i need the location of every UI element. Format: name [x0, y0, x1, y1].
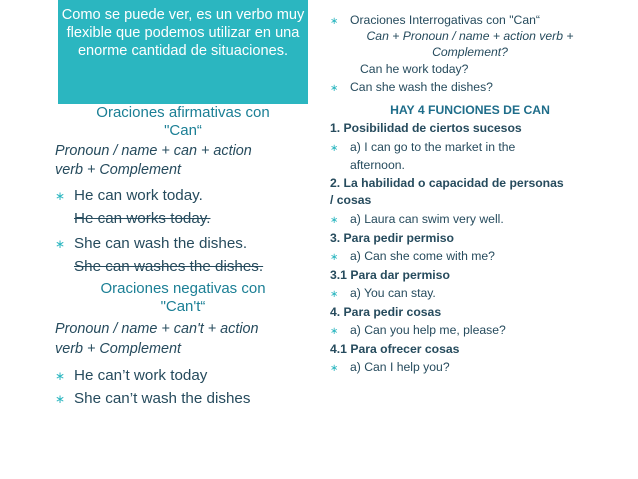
list-item-text: a) Can she come with me?: [350, 249, 495, 263]
bullet-icon: ∗: [55, 369, 66, 383]
bullet-icon: ∗: [55, 392, 66, 406]
function-4: 4. Para pedir cosas: [330, 305, 442, 319]
list-item-text: She can washes the dishes.: [74, 258, 264, 275]
list-item: [55, 366, 315, 386]
list-item: [330, 79, 493, 97]
bullet-icon: ∗: [330, 16, 339, 27]
bullet-icon: ∗: [330, 326, 339, 337]
list-item: [330, 322, 506, 340]
list-item: [55, 234, 315, 254]
interrogative-formula-line1: Can + Pronoun / name + action verb +: [366, 29, 574, 43]
negative-formula-line1: Pronoun / name + can't + action: [55, 321, 259, 337]
list-item: [330, 248, 495, 266]
function-3: 3. Para pedir permiso: [330, 231, 454, 245]
list-item: [55, 186, 315, 206]
list-item: [330, 285, 436, 303]
list-item-text: a) I can go to the market in the: [350, 140, 516, 154]
bullet-icon: ∗: [330, 289, 339, 300]
function-2: 2. La habilidad o capacidad de personas: [330, 176, 564, 190]
affirmative-heading-can: "Can“: [164, 122, 202, 139]
list-item-text: a) Can I help you?: [350, 360, 450, 374]
list-item: [330, 211, 504, 229]
intro-text: Como se puede ver, es un verbo muy flexible que podemos utilizar en una enorme cantidad de situaciones.: [61, 7, 305, 59]
affirmative-formula-line2: verb + Complement: [55, 162, 181, 178]
list-item-text: Can she wash the dishes?: [350, 80, 493, 94]
list-item: [330, 139, 515, 157]
list-item-text: Can he work today?: [360, 62, 469, 76]
negative-formula-line2: verb + Complement: [55, 341, 181, 357]
list-item: [55, 389, 315, 409]
function-3-1: 3.1 Para dar permiso: [330, 268, 450, 282]
function-2-continuation: / cosas: [330, 193, 372, 207]
affirmative-formula-line1: Pronoun / name + can + action: [55, 143, 252, 159]
list-item: [340, 61, 468, 77]
list-item-text: He can works today.: [74, 210, 211, 227]
list-item-struck: [55, 209, 315, 228]
interrogative-formula-line2: Complement?: [432, 45, 508, 59]
list-item-text: a) You can stay.: [350, 286, 436, 300]
bullet-icon: ∗: [330, 215, 339, 226]
bullet-icon: ∗: [330, 83, 339, 94]
list-item-text: He can’t work today: [74, 367, 208, 384]
list-item-text: She can wash the dishes.: [74, 235, 248, 252]
list-item-text: a) Laura can swim very well.: [350, 212, 504, 226]
bullet-icon: ∗: [55, 189, 66, 203]
list-item-text: She can’t wash the dishes: [74, 390, 251, 407]
functions-heading: HAY 4 FUNCIONES DE CAN: [390, 103, 550, 117]
list-item: [330, 359, 450, 377]
function-4-1: 4.1 Para ofrecer cosas: [330, 342, 460, 356]
bullet-icon: ∗: [330, 363, 339, 374]
list-item-struck: [55, 257, 315, 276]
bullet-icon: ∗: [330, 252, 339, 263]
function-1: 1. Posibilidad de ciertos sucesos: [330, 121, 522, 135]
bullet-icon: ∗: [55, 237, 66, 251]
negative-heading-cant: "Can't“: [160, 298, 206, 315]
bullet-icon: ∗: [330, 143, 339, 154]
negative-heading: Oraciones negativas con: [100, 280, 266, 297]
affirmative-heading: Oraciones afirmativas con: [96, 104, 270, 121]
list-item-text: He can work today.: [74, 187, 203, 204]
interrogative-heading-text: Oraciones Interrogativas con "Can“: [350, 13, 540, 27]
list-item-text: a) Can you help me, please?: [350, 323, 506, 337]
list-item-continuation: afternoon.: [350, 158, 405, 172]
